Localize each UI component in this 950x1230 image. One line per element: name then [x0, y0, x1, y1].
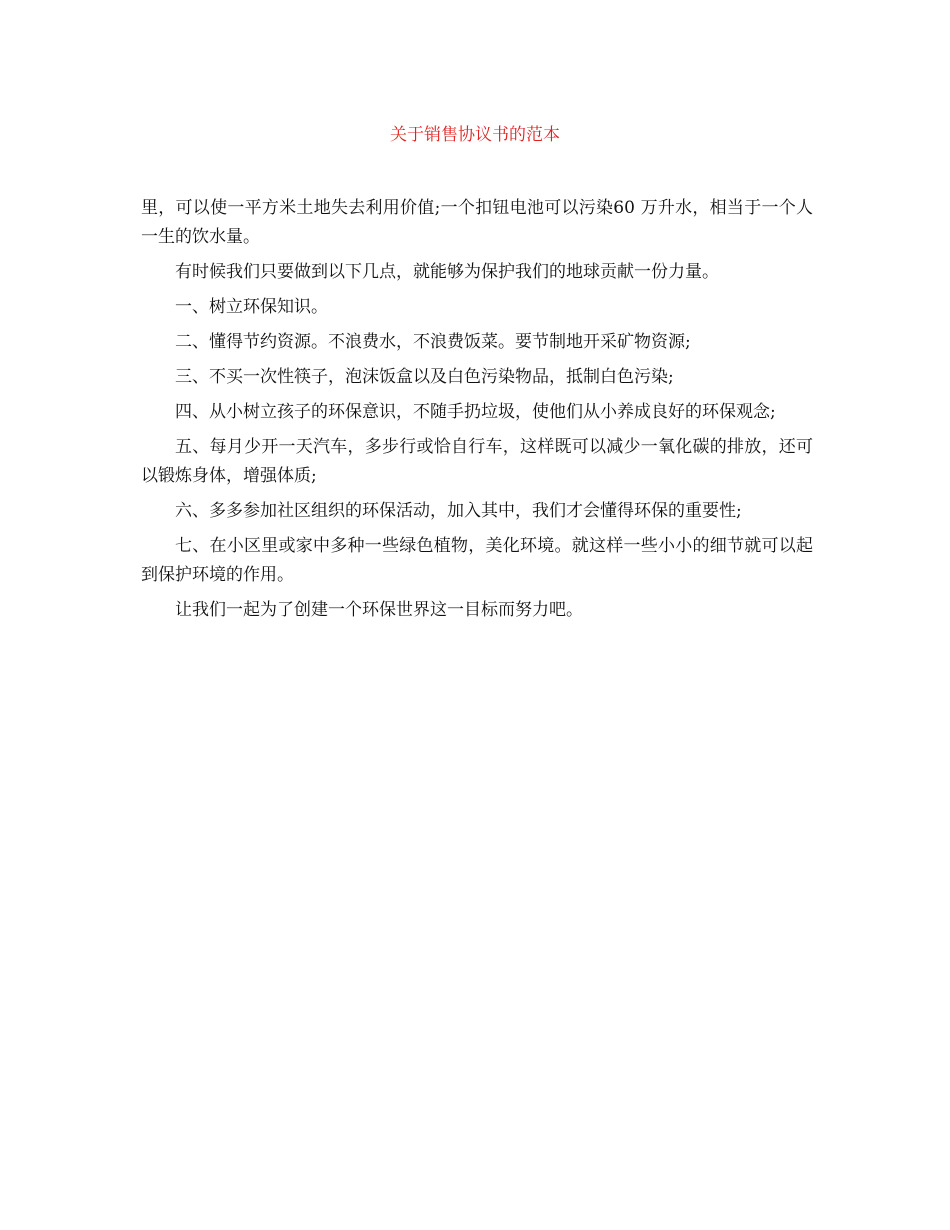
list-item-5: 五、每月少开一天汽车，多步行或恰自行车，这样既可以减少一氧化碳的排放，还可以锻炼身体，增强体质; — [141, 437, 813, 486]
paragraph-continuation: 里，可以使一平方米土地失去利用价值;一个扣钮电池可以污染60 万升水，相当于一个人一生的饮水量。 — [141, 198, 813, 247]
list-item-1: 一、树立环保知识。 — [175, 297, 328, 317]
list-item-7: 七、在小区里或家中多种一些绿色植物，美化环境。就这样一些小小的细节就可以起到保护环境的作用。 — [141, 536, 813, 585]
list-item-6: 六、多多参加社区组织的环保活动，加入其中，我们才会懂得环保的重要性; — [175, 501, 742, 521]
document-title: 关于销售协议书的范本 — [390, 125, 560, 145]
paragraph-intro: 有时候我们只要做到以下几点，就能够为保护我们的地球贡献一份力量。 — [175, 262, 719, 282]
paragraph-conclusion: 让我们一起为了创建一个环保世界这一目标而努力吧。 — [175, 600, 583, 620]
document-body — [141, 194, 813, 631]
list-item-4: 四、从小树立孩子的环保意识，不随手扔垃圾，使他们从小养成良好的环保观念; — [175, 402, 776, 422]
list-item-2: 二、懂得节约资源。不浪费水，不浪费饭菜。要节制地开采矿物资源; — [175, 332, 691, 352]
list-item-3: 三、不买一次性筷子，泡沫饭盒以及白色污染物品，抵制白色污染; — [175, 367, 674, 387]
